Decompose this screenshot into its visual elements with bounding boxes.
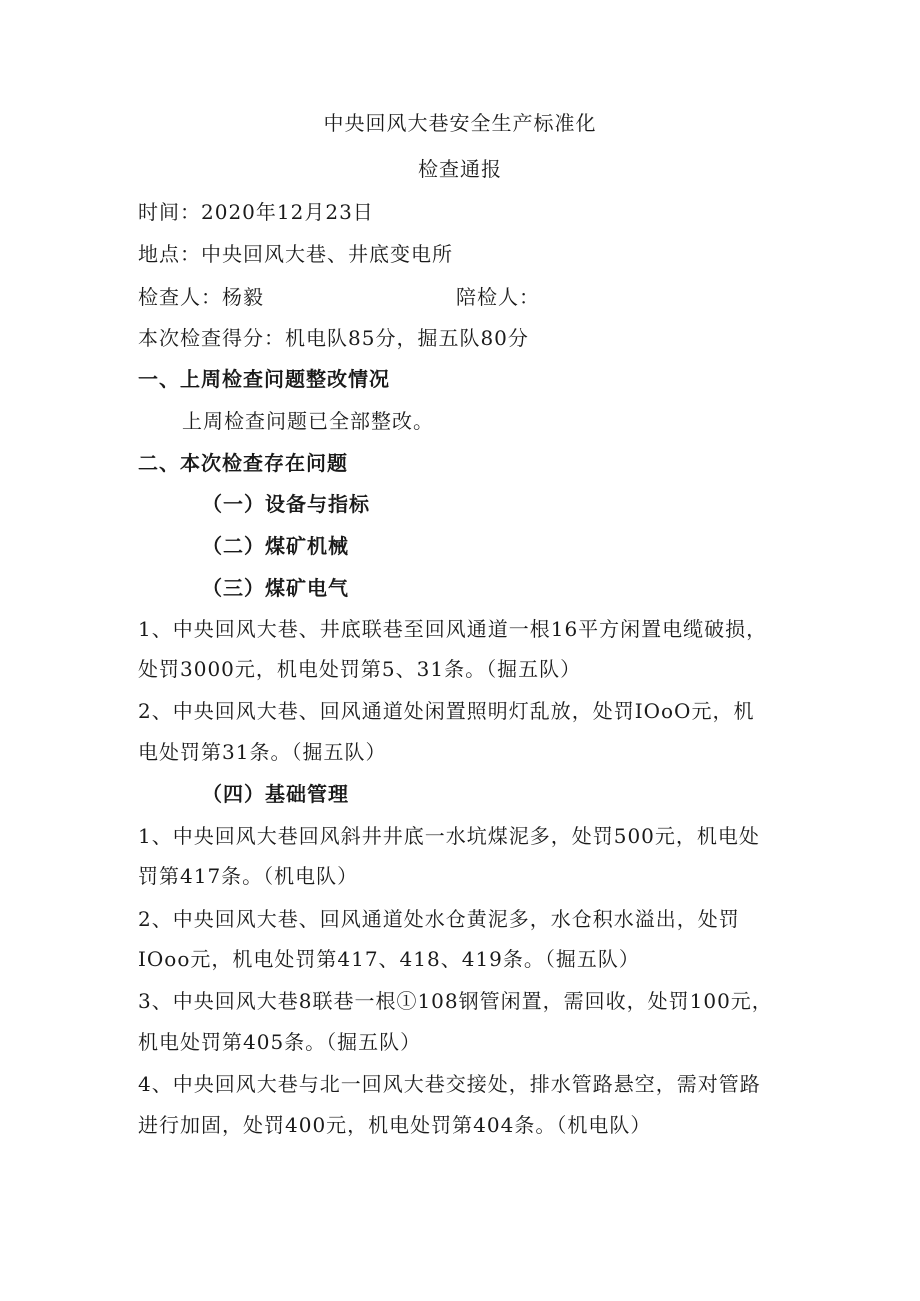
mgmt-item-3-line-2: 机电处罚第405条。（掘五队）	[138, 1030, 422, 1054]
subsection-equipment: （一）设备与指标	[202, 492, 370, 516]
elec-item-1-line-1: 1、中央回风大巷、井底联巷至回风通道一根16平方闲置电缆破损，	[138, 617, 768, 641]
subsection-management: （四）基础管理	[202, 782, 349, 806]
subsection-machinery: （二）煤矿机械	[202, 534, 349, 558]
mgmt-item-1-line-2: 罚第417条。（机电队）	[138, 864, 359, 888]
info-inspector: 检查人：杨毅	[138, 285, 264, 309]
elec-item-2-line-2: 电处罚第31条。（掘五队）	[138, 740, 387, 764]
title-line-2: 检查通报	[418, 157, 502, 181]
section2-heading: 二、本次检查存在问题	[138, 451, 348, 475]
section1-body: 上周检查问题已全部整改。	[182, 409, 434, 433]
elec-item-2-line-1: 2、中央回风大巷、回风通道处闲置照明灯乱放，处罚IOoO元，机	[138, 699, 755, 723]
mgmt-item-4-line-2: 进行加固，处罚400元，机电处罚第404条。（机电队）	[138, 1113, 652, 1137]
info-inspectors	[138, 284, 778, 310]
title-line-1: 中央回风大巷安全生产标准化	[323, 111, 597, 135]
info-score: 本次检查得分：机电队85分，掘五队80分	[138, 326, 529, 350]
mgmt-item-3-line-1: 3、中央回风大巷8联巷一根①108钢管闲置，需回收，处罚100元，	[138, 989, 773, 1013]
info-companion: 陪检人：	[456, 285, 540, 309]
mgmt-item-2-line-1: 2、中央回风大巷、回风通道处水仓黄泥多，水仓积水溢出，处罚	[138, 907, 740, 931]
mgmt-item-1-line-1: 1、中央回风大巷回风斜井井底一水坑煤泥多，处罚500元，机电处	[138, 824, 760, 848]
info-time: 时间：2020年12月23日	[138, 200, 374, 224]
mgmt-item-2-line-2: IOoo元，机电处罚第417、418、419条。（掘五队）	[138, 947, 640, 971]
mgmt-item-4-line-1: 4、中央回风大巷与北一回风大巷交接处，排水管路悬空，需对管路	[138, 1072, 761, 1096]
subsection-electrical: （三）煤矿电气	[202, 576, 349, 600]
elec-item-1-line-2: 处罚3000元，机电处罚第5、31条。（掘五队）	[138, 657, 582, 681]
info-place: 地点：中央回风大巷、井底变电所	[138, 242, 453, 266]
section1-heading: 一、上周检查问题整改情况	[138, 367, 390, 391]
